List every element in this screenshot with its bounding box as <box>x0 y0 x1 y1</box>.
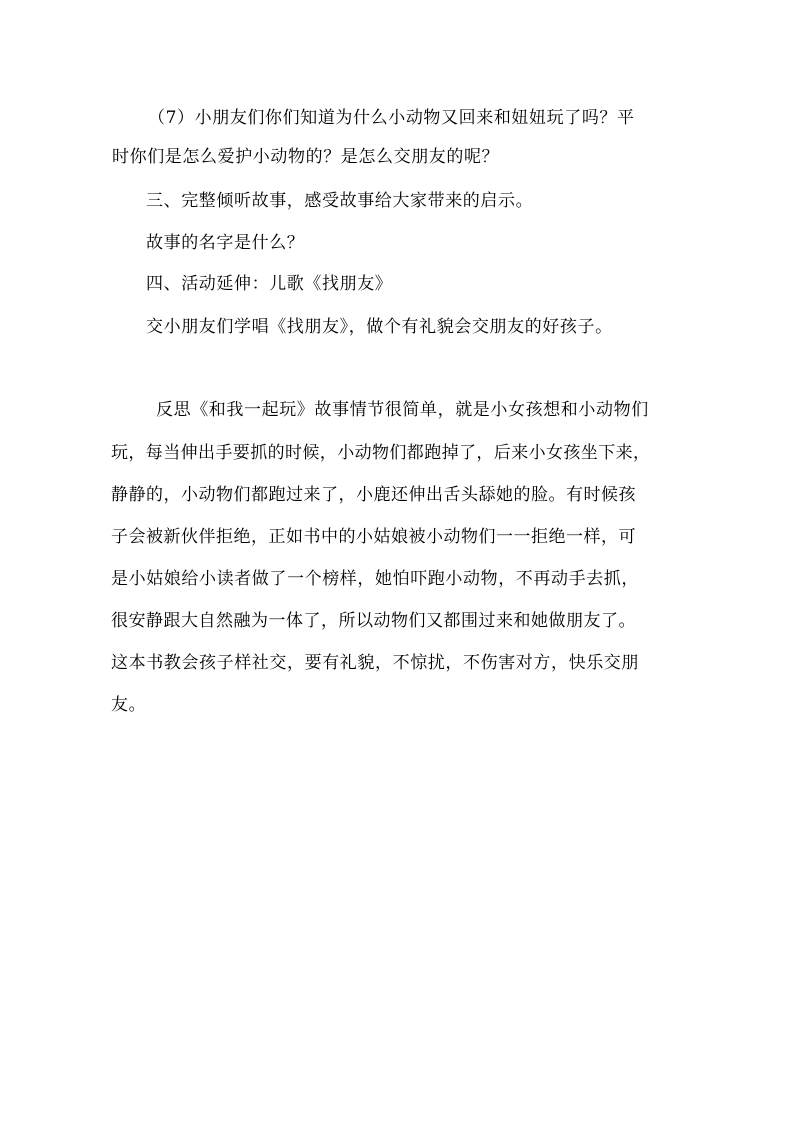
reflection-line-7: 这本书教会孩子样社交，要有礼貌，不惊扰，不伤害对方，快乐交朋 <box>111 653 639 673</box>
reflection-line-2: 玩，每当伸出手要抓的时候，小动物们都跑掉了，后来小女孩坐下来， <box>111 443 651 463</box>
question-7-line-2: 时你们是怎么爱护小动物的？是怎么交朋友的呢？ <box>112 147 500 167</box>
reflection-line-5: 是小姑娘给小读者做了一个榜样，她怕吓跑小动物，不再动手去抓， <box>111 569 639 589</box>
reflection-line-8: 友。 <box>111 695 147 715</box>
reflection-line-3: 静静的，小动物们都跑过来了，小鹿还伸出舌头舔她的脸。有时候孩 <box>111 485 636 505</box>
reflection-line-6: 很安静跟大自然融为一体了，所以动物们又都围过来和她做朋友了。 <box>111 611 636 631</box>
section-3-heading: 三、完整倾听故事，感受故事给大家带来的启示。 <box>146 191 534 211</box>
question-7-line-1: （7）小朋友们你们知道为什么小动物又回来和妞妞玩了吗？平 <box>148 108 635 128</box>
extension-activity-text: 交小朋友们学唱《找朋友》，做个有礼貌会交朋友的好孩子。 <box>146 317 613 337</box>
section-4-heading: 四、活动延伸：儿歌《找朋友》 <box>146 274 393 294</box>
reflection-line-4: 子会被新伙伴拒绝，正如书中的小姑娘被小动物们一一拒绝一样，可 <box>111 527 636 547</box>
reflection-line-1: 反思《和我一起玩》故事情节很简单，就是小女孩想和小动物们 <box>156 400 649 420</box>
story-name-question: 故事的名字是什么？ <box>146 233 305 253</box>
